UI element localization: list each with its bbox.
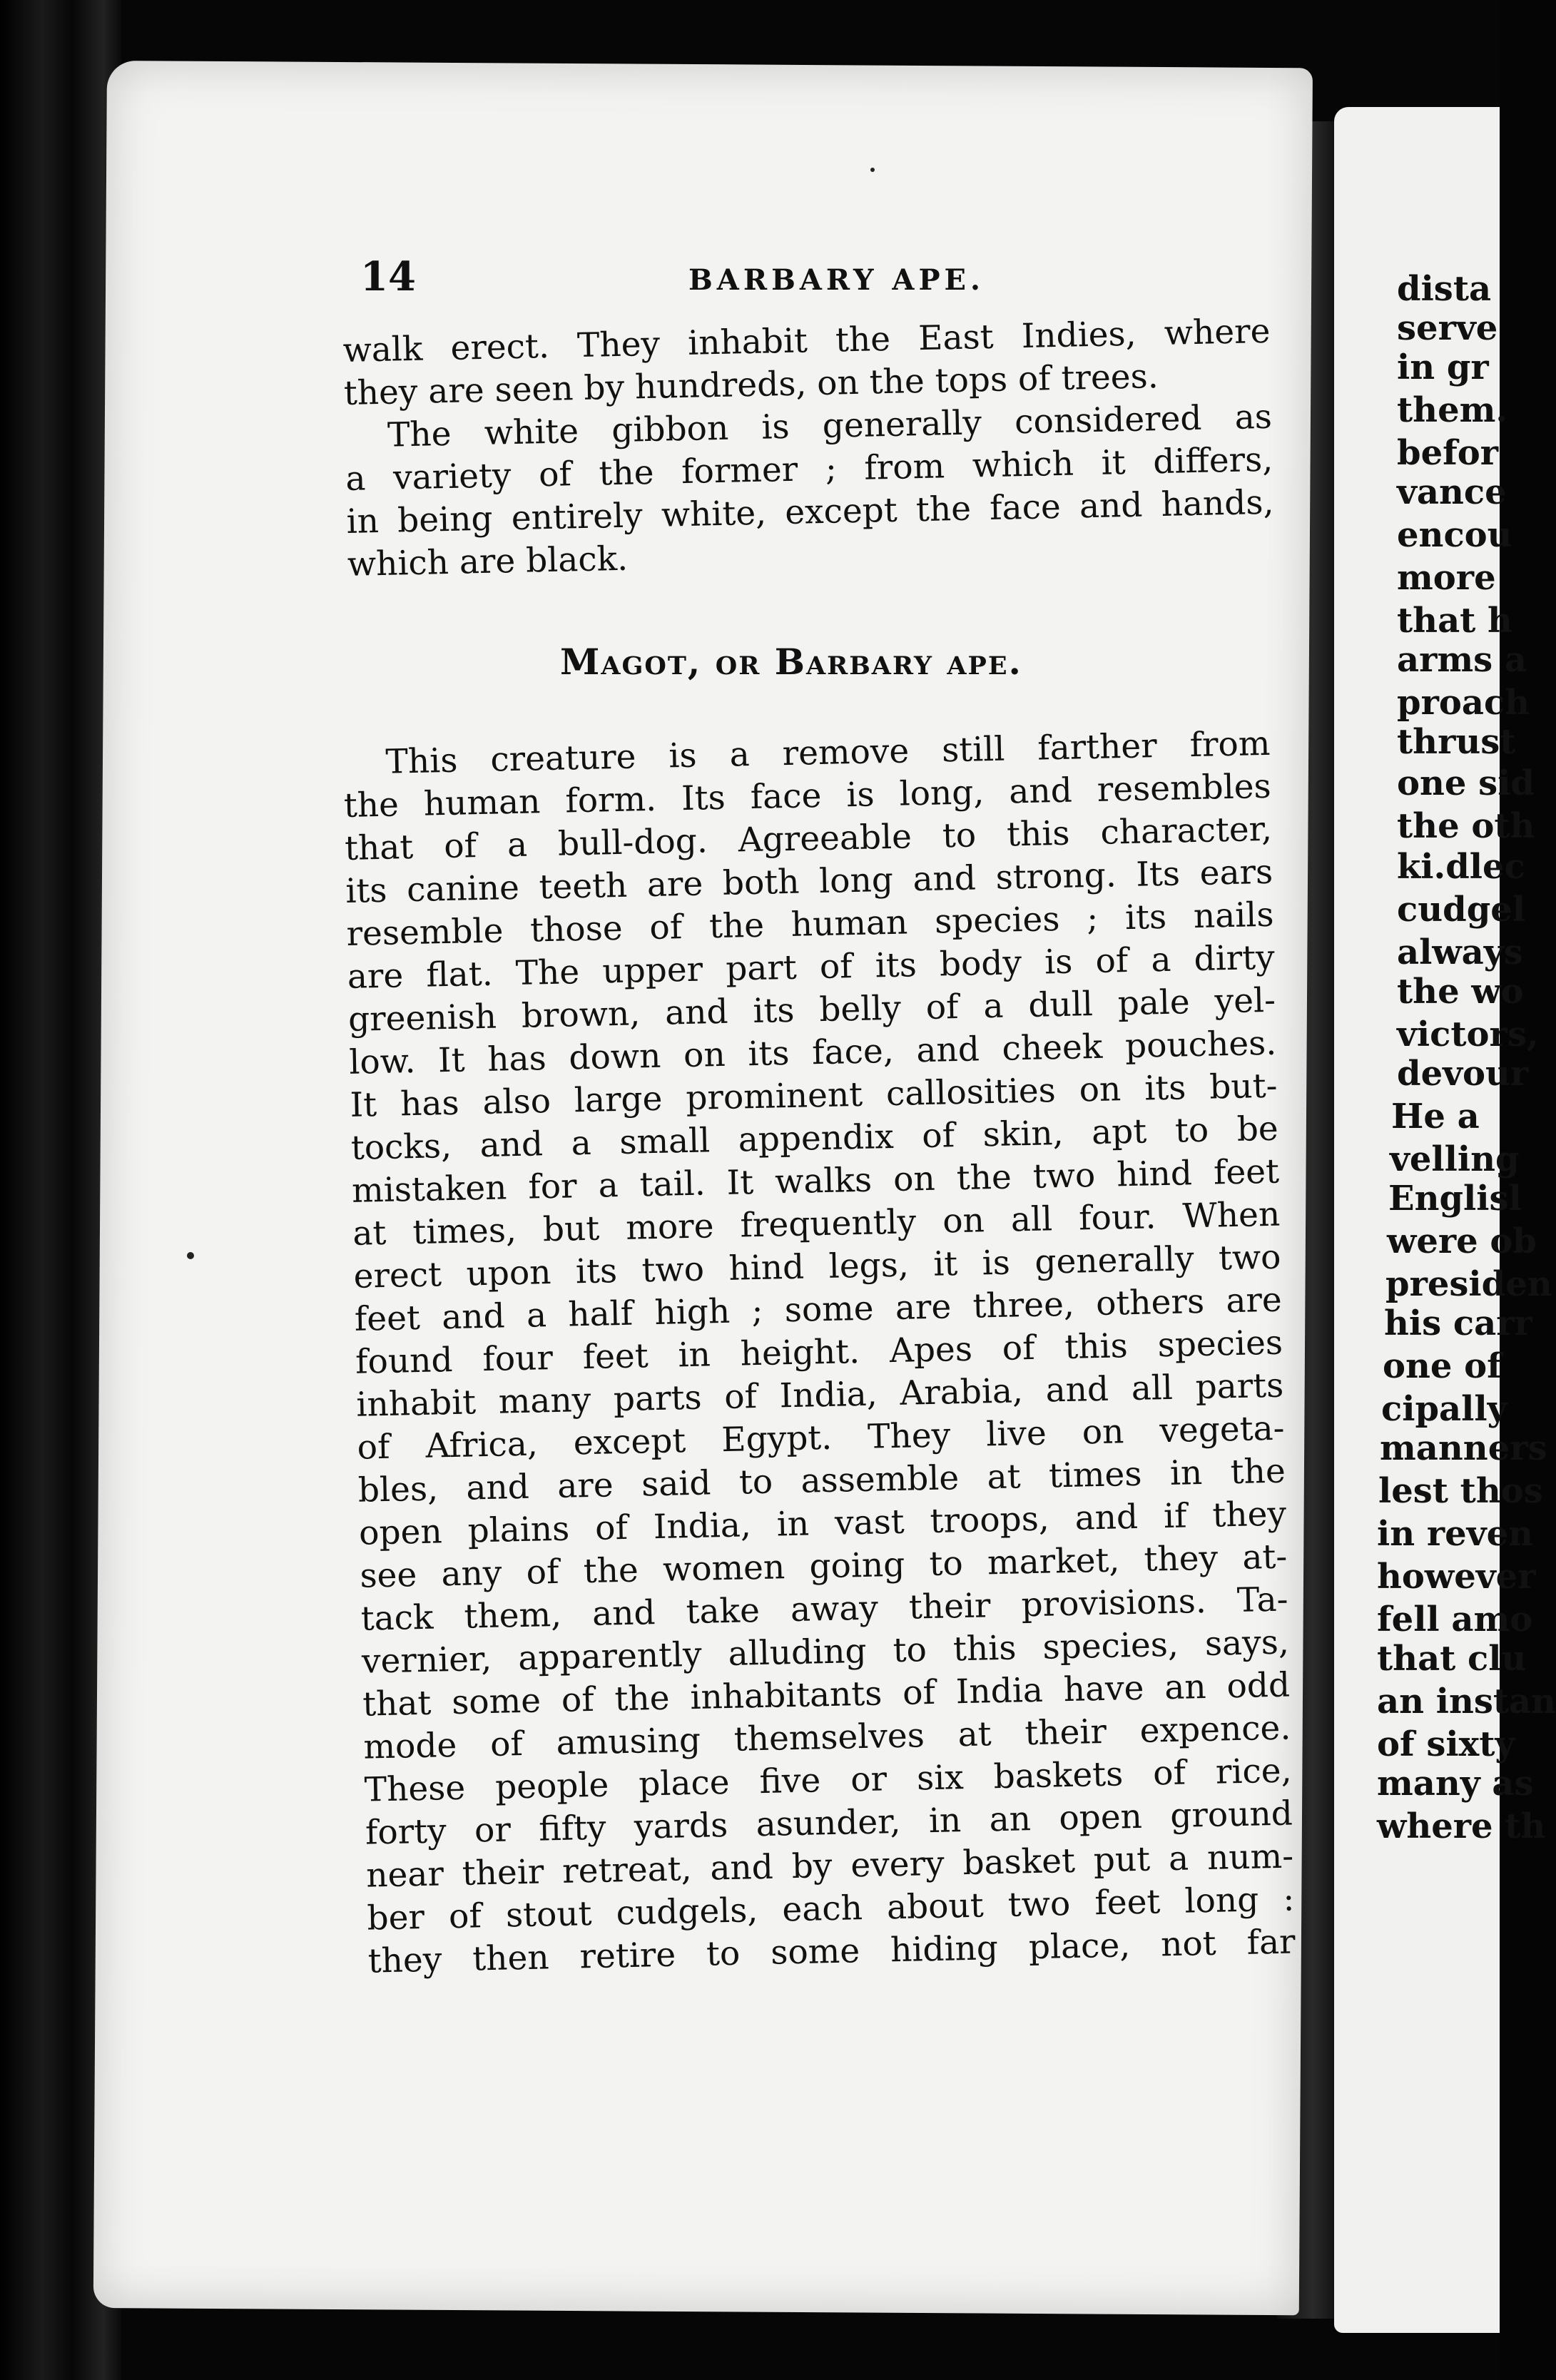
text-line: vernier, apparently alluding to this species, says, [361,1622,1290,1682]
facing-page-fragment: however [1377,1557,1536,1597]
text-line: This creature is a remove still farther from [385,723,1271,782]
text-line: open plains of India, in vast troops, and if they [358,1494,1287,1553]
page-number: 14 [360,253,416,300]
facing-page-fragment: the oth [1397,806,1535,846]
text-line: a variety of the former ; from which it differs, [345,439,1273,499]
text-line: greenish brown, and its belly of a dull pale yel- [347,980,1276,1039]
text-line: ber of stout cudgels, each about two feet long : [366,1879,1295,1938]
facing-page-fragment: one sid [1397,763,1535,803]
facing-page-fragment: in reven [1377,1514,1533,1554]
facing-page-fragment: dista [1397,269,1492,309]
facing-page-fragment: cipally [1381,1389,1507,1429]
facing-page-fragment: victors, [1397,1014,1539,1054]
scan-speck [187,1252,194,1259]
facing-page-fragment: He a [1391,1097,1480,1136]
text-line: they then retire to some hiding place, not far [367,1922,1296,1981]
text-line: at times, but more frequently on all four. When [352,1194,1281,1253]
text-line: see any of the women going to market, they at- [359,1537,1288,1596]
facing-page-fragment: ki.dlec [1397,847,1525,887]
facing-page-fragment: Englisl [1388,1179,1522,1219]
facing-page-fragment: one of [1383,1346,1502,1386]
text-line: tack them, and take away their provisions. Ta- [360,1580,1289,1639]
text-line: its canine teeth are both long and strong. Its ears [345,852,1273,911]
facing-page-fragment: manners [1380,1428,1547,1468]
text-line: It has also large prominent callosities on its but- [350,1066,1278,1125]
facing-page-fragment: cudgel [1397,890,1526,930]
facing-page-fragment: encou [1397,515,1512,555]
text-line: forty or fifty yards asunder, in an open ground [365,1794,1293,1853]
facing-page-fragment: an instan [1377,1682,1556,1722]
text-line: near their retreat, and by every basket put a num- [365,1836,1294,1896]
text-line: the human form. Its face is long, and resembles [343,766,1272,825]
facing-page-fragment: many as [1377,1764,1534,1804]
text-line: that of a bull-dog. Agreeable to this character, [344,809,1273,868]
facing-page-fragment: velling [1390,1139,1520,1179]
facing-page-fragment: where th [1377,1806,1546,1846]
text-line: resemble those of the human species ; its nails [346,895,1274,954]
facing-page-fragment: in gr [1397,347,1489,387]
facing-page-fragment: vance [1397,472,1507,512]
text-line: of Africa, except Egypt. They live on vegeta- [357,1408,1286,1468]
text-line: mode of amusing themselves at their expence. [362,1708,1291,1767]
text-line: bles, and are said to assemble at times in the [357,1451,1286,1510]
running-head: BARBARY APE. [688,263,985,297]
facing-page-fragment: were ob [1387,1221,1537,1261]
facing-page-fragment: the wo [1397,972,1524,1012]
facing-page-fragment: more [1397,558,1496,598]
facing-page-fragment: fell amo [1377,1600,1533,1639]
text-block-top [342,310,1282,586]
page-header [360,253,1288,303]
text-line: low. It has down on its face, and cheek pouches. [348,1023,1277,1082]
facing-page-fragment: arms a [1397,640,1527,680]
facing-page-fragment: always [1397,932,1523,972]
scan-speck [870,168,875,172]
facing-page-fragment: his carr [1384,1303,1532,1343]
text-line: feet and a half high ; some are three, others are [354,1280,1283,1339]
facing-page-fragment: befor [1397,433,1499,473]
facing-page-fragment: them. [1397,390,1508,430]
text-line: mistaken for a tail. It walks on the two hind feet [351,1151,1280,1211]
text-line: These people place five or six baskets of rice, [364,1751,1293,1810]
text-line: they are seen by hundreds, on the tops of trees. [343,357,1159,413]
facing-page-fragment: that clu [1377,1639,1527,1679]
facing-page-fragment: that h [1397,601,1512,641]
facing-page-fragment: presiden [1385,1264,1552,1304]
section-heading: Magot, or Barbary ape. [560,641,1022,683]
facing-page-fragment: lest thos [1378,1471,1543,1511]
text-line: tocks, and a small appendix of skin, apt to be [350,1109,1279,1168]
text-block-main [342,723,1303,1983]
text-line: which are black. [347,539,629,584]
text-line: found four feet in height. Apes of this species [355,1323,1283,1382]
facing-page [1334,107,1556,2333]
facing-page-fragment: of sixty [1377,1724,1515,1764]
facing-page-fragment: proach [1397,683,1530,723]
text-line: that some of the inhabitants of India have an odd [362,1665,1291,1724]
text-line: erect upon its two hind legs, it is generally two [353,1237,1281,1296]
facing-page-fragment: serve [1397,308,1498,348]
facing-page-fragment: devour [1397,1054,1529,1094]
text-line: The white gibbon is generally considered as [387,397,1273,455]
text-line: are flat. The upper part of its body is of a dirty [347,937,1276,997]
text-line: inhabit many parts of India, Arabia, and all parts [355,1366,1284,1425]
text-line: walk erect. They inhabit the East Indies, where [342,311,1271,370]
facing-page-fragment: thrust [1397,722,1516,762]
text-line: in being entirely white, except the face and hands, [346,482,1274,541]
